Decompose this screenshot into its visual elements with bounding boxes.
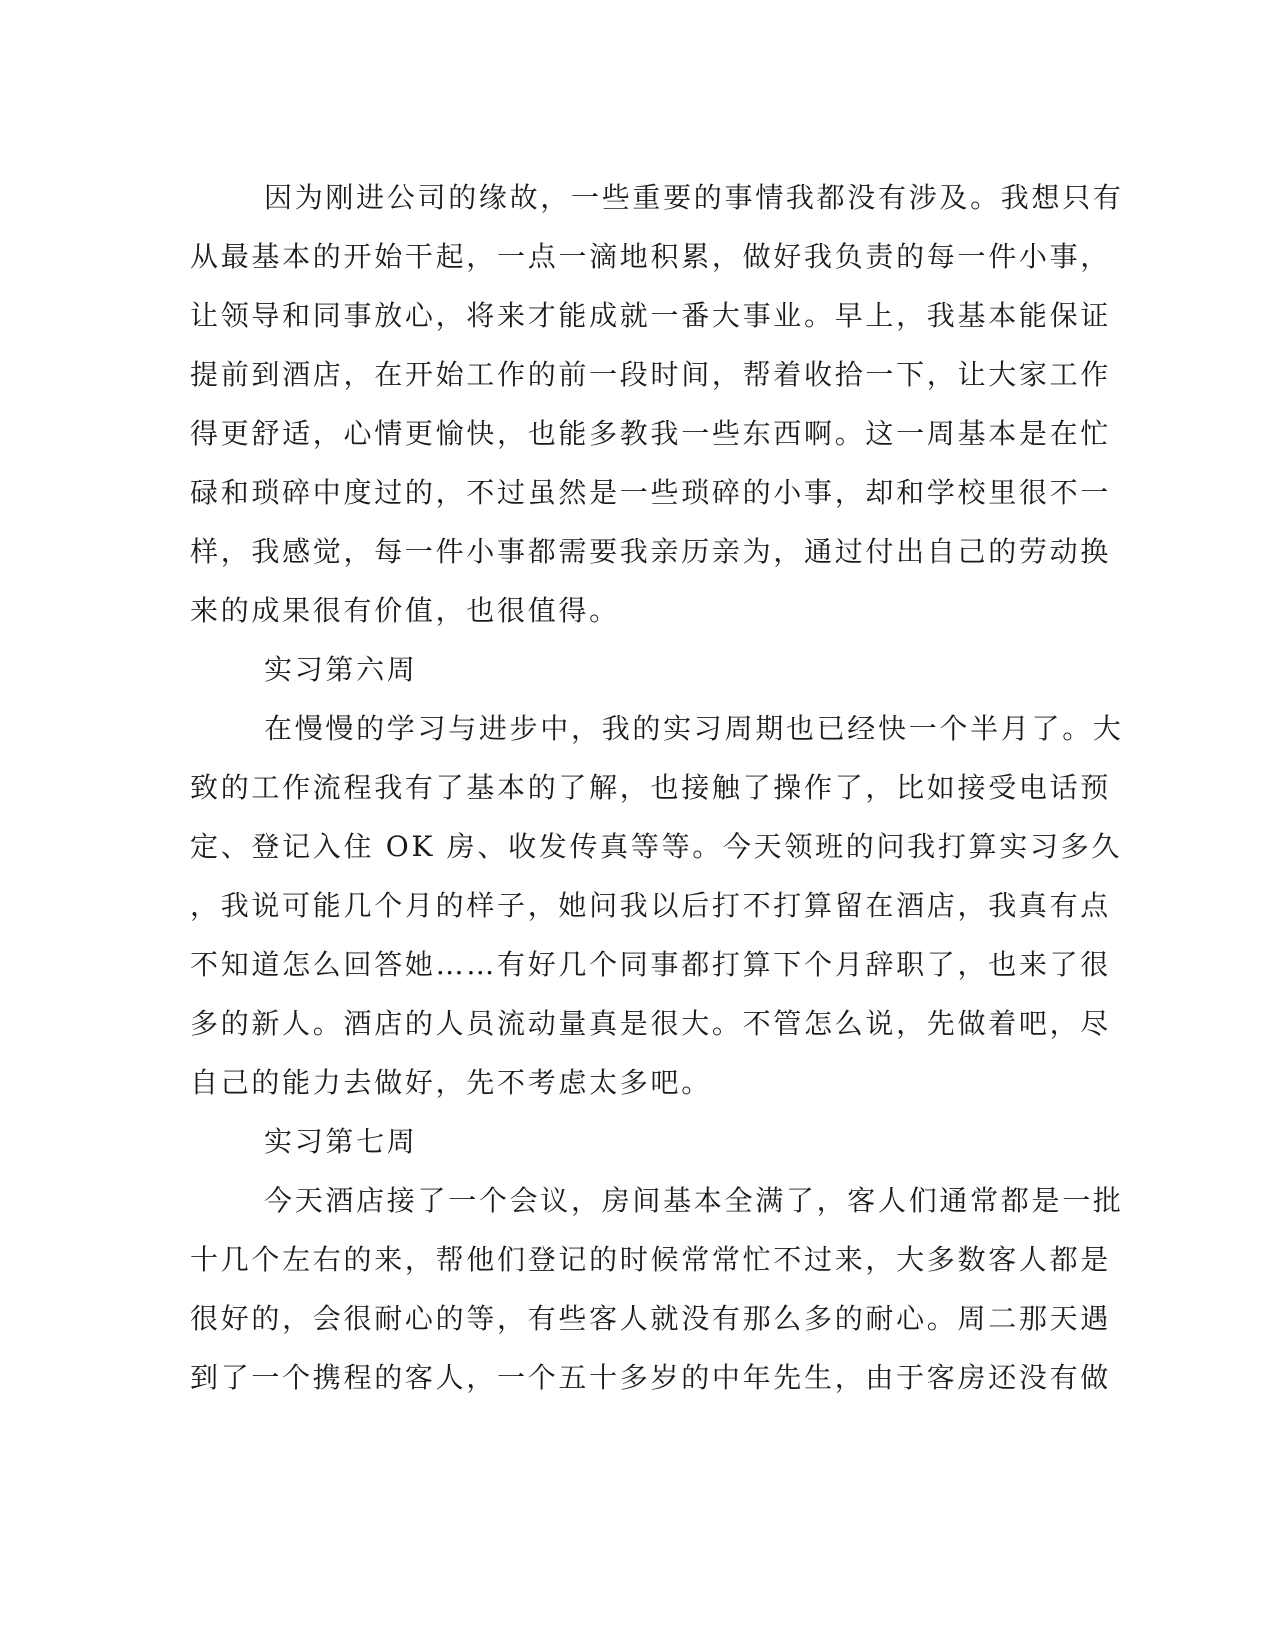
paragraph-line: 自己的能力去做好，先不考虑太多吧。 <box>190 1066 712 1099</box>
paragraph-line: 今天酒店接了一个会议，房间基本全满了，客人们通常都是一批 <box>264 1184 1124 1217</box>
paragraph-line: 样，我感觉，每一件小事都需要我亲历亲为，通过付出自己的劳动换 <box>190 535 1112 568</box>
paragraph-line: 十几个左右的来，帮他们登记的时候常常忙不过来，大多数客人都是 <box>190 1243 1112 1276</box>
paragraph-line: 不知道怎么回答她……有好几个同事都打算下个月辞职了，也来了很 <box>190 948 1112 981</box>
section-heading: 实习第六周 <box>264 653 418 686</box>
paragraph-line: 碌和琐碎中度过的，不过虽然是一些琐碎的小事，却和学校里很不一 <box>190 476 1112 509</box>
paragraph-line: 很好的，会很耐心的等，有些客人就没有那么多的耐心。周二那天遇 <box>190 1302 1112 1335</box>
document-body <box>190 168 1124 1407</box>
section-heading: 实习第七周 <box>264 1125 418 1158</box>
paragraph-line: 定、登记入住 OK 房、收发传真等等。今天领班的问我打算实习多久 <box>190 830 1123 863</box>
paragraph-line: 到了一个携程的客人，一个五十多岁的中年先生，由于客房还没有做 <box>190 1361 1112 1394</box>
paragraph-line: 提前到酒店，在开始工作的前一段时间，帮着收拾一下，让大家工作 <box>190 358 1112 391</box>
paragraph-line: 在慢慢的学习与进步中，我的实习周期也已经快一个半月了。大 <box>264 712 1124 745</box>
paragraph-line: ，我说可能几个月的样子，她问我以后打不打算留在酒店，我真有点 <box>190 889 1112 922</box>
paragraph-line: 因为刚进公司的缘故，一些重要的事情我都没有涉及。我想只有 <box>264 181 1124 214</box>
paragraph-line: 得更舒适，心情更愉快，也能多教我一些东西啊。这一周基本是在忙 <box>190 417 1112 450</box>
paragraph-line: 致的工作流程我有了基本的了解，也接触了操作了，比如接受电话预 <box>190 771 1112 804</box>
paragraph-line: 从最基本的开始干起，一点一滴地积累，做好我负责的每一件小事， <box>190 240 1112 273</box>
paragraph-line: 来的成果很有价值，也很值得。 <box>190 594 620 627</box>
paragraph-line: 多的新人。酒店的人员流动量真是很大。不管怎么说，先做着吧，尽 <box>190 1007 1112 1040</box>
paragraph-line: 让领导和同事放心，将来才能成就一番大事业。早上，我基本能保证 <box>190 299 1112 332</box>
